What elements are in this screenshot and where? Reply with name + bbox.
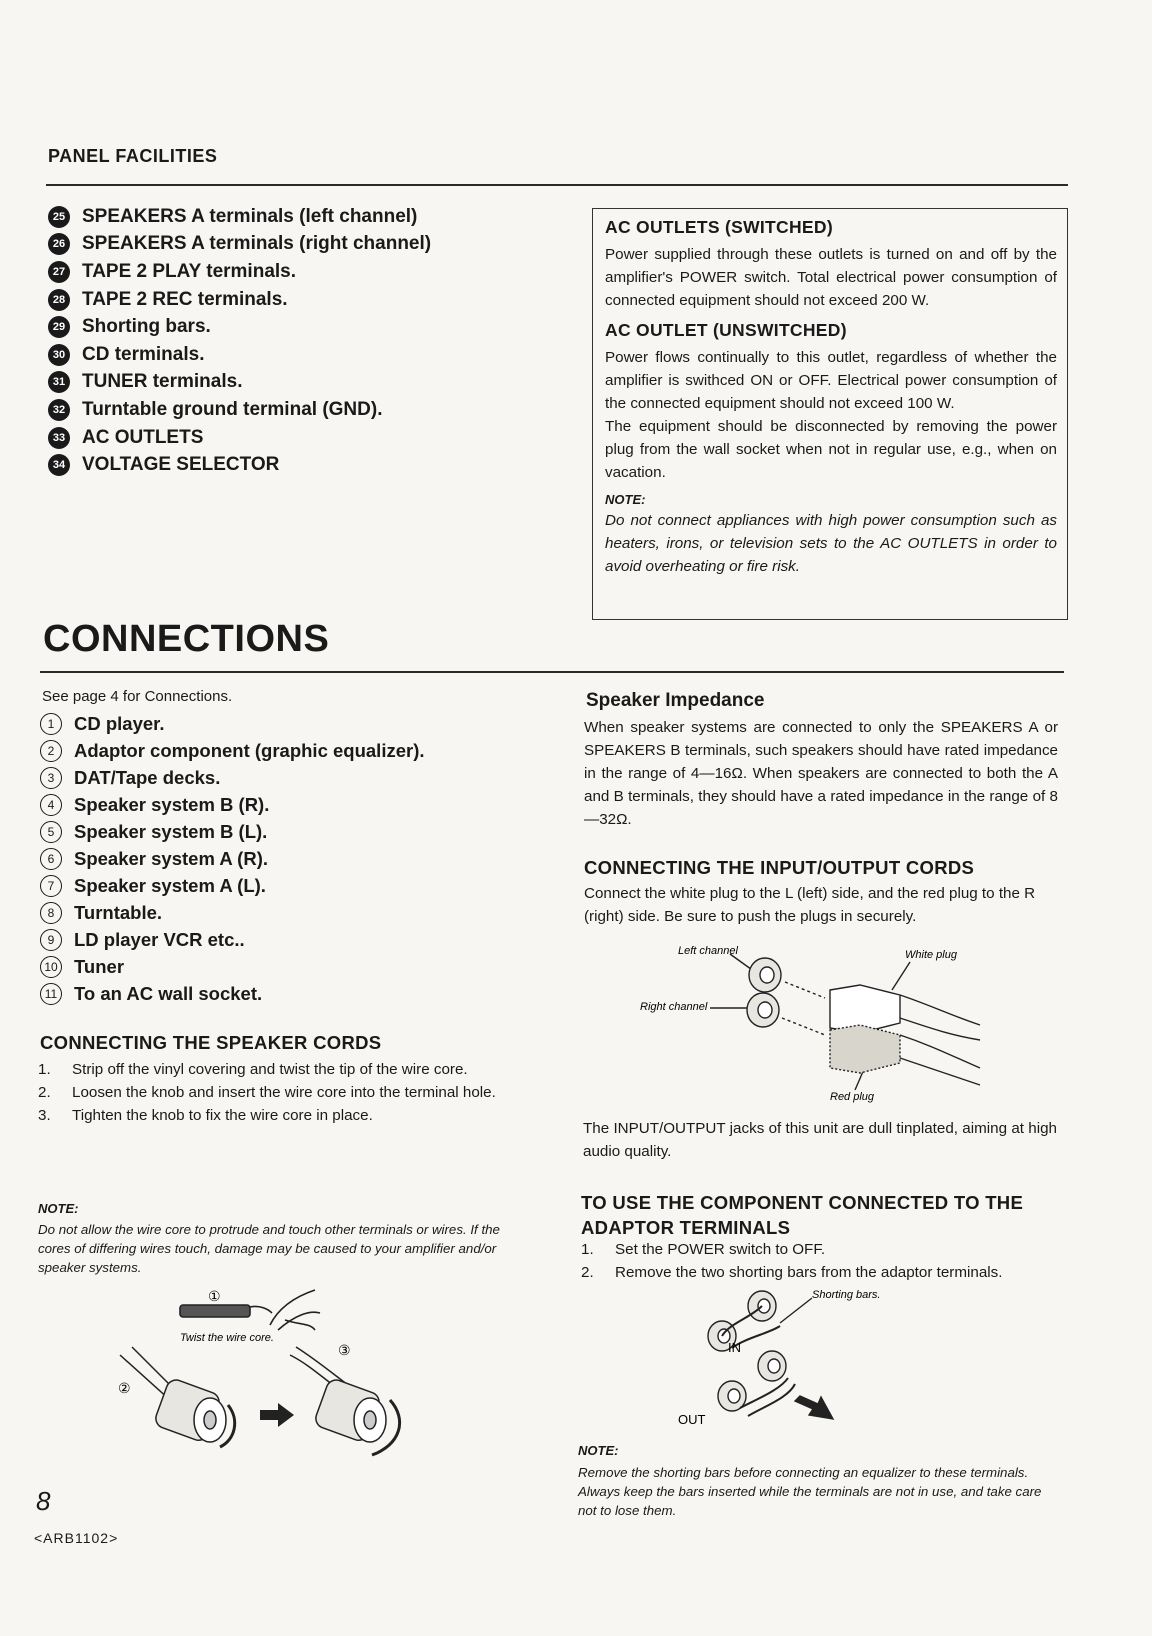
ac-unswitched-text: Power flows continually to this outlet, regardless of whether the amplifier is swithced ON or OFF. Electrical power consumption of the connected equipment should not exceed 100 W. (605, 349, 1057, 412)
item-label: Speaker system A (L). (74, 874, 266, 896)
ac-outlets-box (592, 208, 1068, 620)
arrow-right-icon (260, 1403, 294, 1427)
step-text: Strip off the vinyl covering and twist the tip of the wire core. (72, 1061, 468, 1078)
item-label: CD terminals. (82, 343, 205, 365)
item-number-badge: 33 (48, 427, 70, 449)
see-page-text: See page 4 for Connections. (42, 688, 233, 705)
note-text: Remove the shorting bars before connecting an equalizer to these terminals. Always keep the bars inserted while the terminals are not in use, and take care not to lose them. (578, 1465, 1042, 1518)
list-item (40, 872, 540, 899)
item-label: AC OUTLETS (82, 426, 204, 448)
leader-line (892, 962, 910, 990)
item-label: Speaker system B (R). (74, 793, 270, 815)
item-number-badge: 30 (48, 344, 70, 366)
step-item (581, 1261, 1055, 1284)
item-number-badge: 25 (48, 206, 70, 228)
item-label: LD player VCR etc.. (74, 928, 245, 950)
shorting-bars-label: Shorting bars. (812, 1289, 881, 1301)
impedance-heading: Speaker Impedance (586, 690, 765, 711)
red-cable (900, 1035, 980, 1085)
step-text: Remove the two shorting bars from the adaptor terminals. (615, 1264, 1003, 1281)
list-item (40, 818, 540, 845)
note-label: NOTE: (38, 1201, 79, 1216)
item-number: 6 (40, 848, 62, 870)
panel-facilities-list (48, 203, 568, 479)
item-label: VOLTAGE SELECTOR (82, 454, 280, 476)
speaker-cords-steps (38, 1058, 508, 1127)
step-text: Loosen the knob and insert the wire core into the terminal hole. (72, 1084, 496, 1101)
list-item (48, 231, 568, 259)
step-item (38, 1058, 508, 1081)
step-number: 2. (581, 1264, 594, 1281)
io-cords-heading: CONNECTING THE INPUT/OUTPUT CORDS (584, 857, 975, 878)
ac-disconnect-text: The equipment should be disconnected by removing the power plug from the wall socket when not in regular use, e.g., when on vacation. (605, 418, 1057, 481)
terminal-hole (204, 1411, 216, 1429)
item-number-badge: 27 (48, 261, 70, 283)
item-label: Adaptor component (graphic equalizer). (74, 739, 425, 761)
list-item (48, 286, 568, 314)
marker-3: ③ (338, 1342, 351, 1358)
list-item (48, 369, 568, 397)
item-label: Turntable. (74, 901, 163, 923)
item-label: Shorting bars. (82, 316, 211, 338)
item-label: To an AC wall socket. (74, 982, 263, 1004)
connections-list (40, 710, 540, 1007)
list-item (48, 424, 568, 452)
item-number: 3 (40, 767, 62, 789)
item-number: 4 (40, 794, 62, 816)
impedance-text: When speaker systems are connected to only the SPEAKERS A or SPEAKERS B terminals, such speakers should have rated impedance in the range of 4—16Ω. When speakers are connected to both the A and B terminals, they should have a rated impedance in the range of 8—32Ω. (584, 719, 1058, 828)
page-number: 8 (36, 1486, 51, 1516)
list-item (40, 899, 540, 926)
item-number-badge: 28 (48, 289, 70, 311)
step-number: 2. (38, 1084, 51, 1101)
note-text: Do not connect appliances with high power consumption such as heaters, irons, or television sets to the AC OUTLETS in order to avoid overheating or fire risk. (605, 512, 1057, 575)
speaker-cords-heading: CONNECTING THE SPEAKER CORDS (40, 1032, 382, 1053)
step-text: Tighten the knob to fix the wire core in place. (72, 1107, 373, 1124)
item-label: Speaker system B (L). (74, 820, 268, 842)
item-label: TUNER terminals. (82, 371, 243, 393)
note-text: Do not allow the wire core to protrude and touch other terminals or wires. If the cores of differing wires touch, damage may be caused to your amplifier and/or speaker systems. (38, 1222, 500, 1275)
divider (46, 184, 1068, 186)
insert-guide (782, 1018, 825, 1035)
left-channel-label: Left channel (678, 945, 738, 957)
step-text: Set the POWER switch to OFF. (615, 1241, 826, 1258)
list-item (40, 737, 540, 764)
wire-illustration (180, 1305, 250, 1317)
item-number: 5 (40, 821, 62, 843)
step-item (581, 1238, 1055, 1261)
leader-line (780, 1298, 812, 1323)
shorting-bars-illustration (678, 1288, 960, 1440)
terminal-left (120, 1347, 235, 1447)
adaptor-jack-hole (758, 1299, 770, 1313)
hand-outline (270, 1290, 320, 1330)
step-number: 1. (581, 1241, 594, 1258)
item-label: Turntable ground terminal (GND). (82, 398, 383, 420)
step-item (38, 1081, 508, 1104)
item-number-badge: 26 (48, 233, 70, 255)
item-number: 1 (40, 713, 62, 735)
ac-switched-text: Power supplied through these outlets is turned on and off by the amplifier's POWER switch. Total electrical power consumption of connected equipment should not exceed 200 W. (605, 246, 1057, 309)
marker-2: ② (118, 1380, 131, 1396)
red-plug (830, 1025, 900, 1073)
item-label: Speaker system A (R). (74, 847, 268, 869)
list-item (48, 396, 568, 424)
ac-unswitched-title: AC OUTLET (UNSWITCHED) (605, 320, 847, 340)
arrow-down-right-icon (795, 1396, 833, 1419)
item-number: 8 (40, 902, 62, 924)
item-label: SPEAKERS A terminals (right channel) (82, 233, 432, 255)
item-number: 9 (40, 929, 62, 951)
adaptor-steps (581, 1238, 1055, 1284)
white-plug-label: White plug (905, 949, 957, 961)
left-jack-hole (760, 967, 774, 983)
list-item (40, 845, 540, 872)
item-label: Tuner (74, 955, 125, 977)
list-item (48, 313, 568, 341)
item-label: DAT/Tape decks. (74, 766, 221, 788)
io-cords-text: Connect the white plug to the L (left) side, and the red plug to the R (right) side. Be sure to push the plugs in securely. (584, 885, 1036, 925)
terminal-hole (364, 1411, 376, 1429)
list-item (40, 926, 540, 953)
list-item (48, 341, 568, 369)
adaptor-jack-hole (728, 1389, 740, 1403)
white-plug (830, 985, 900, 1033)
list-item (48, 451, 568, 479)
figure-caption: Twist the wire core. (180, 1332, 274, 1344)
adaptor-heading: TO USE THE COMPONENT CONNECTED TO THE ADAPTOR TERMINALS (581, 1192, 1024, 1238)
list-item (40, 953, 540, 980)
list-item (40, 980, 540, 1007)
wire-tip (250, 1306, 272, 1313)
item-number: 7 (40, 875, 62, 897)
right-channel-label: Right channel (640, 1001, 708, 1013)
item-number-badge: 29 (48, 316, 70, 338)
divider (40, 671, 1064, 673)
white-cable (900, 995, 980, 1040)
item-label: TAPE 2 PLAY terminals. (82, 260, 297, 282)
step-item (38, 1104, 508, 1127)
item-number: 10 (40, 956, 62, 978)
list-item (48, 258, 568, 286)
jacks-text: The INPUT/OUTPUT jacks of this unit are dull tinplated, aiming at high audio quality. (583, 1120, 1057, 1160)
page-title: CONNECTIONS (43, 618, 330, 660)
item-label: CD player. (74, 712, 165, 734)
section-header: PANEL FACILITIES (48, 146, 218, 166)
list-item (40, 764, 540, 791)
shorting-bar (740, 1378, 795, 1416)
item-number-badge: 32 (48, 399, 70, 421)
step-number: 3. (38, 1107, 51, 1124)
note-label: NOTE: (578, 1443, 619, 1458)
list-item (48, 203, 568, 231)
adaptor-jack-hole (768, 1359, 780, 1373)
wire-twist-figure (180, 1290, 320, 1330)
note-label: NOTE: (605, 492, 646, 507)
red-plug-label: Red plug (830, 1091, 875, 1103)
item-number: 2 (40, 740, 62, 762)
item-number-badge: 34 (48, 454, 70, 476)
document-code: <ARB1102> (34, 1530, 119, 1546)
out-label: OUT (678, 1412, 706, 1427)
io-plug-illustration (630, 940, 1010, 1108)
speaker-wire-illustration (110, 1285, 450, 1495)
list-item (40, 710, 540, 737)
ac-switched-title: AC OUTLETS (SWITCHED) (605, 217, 833, 237)
marker-1: ① (208, 1288, 221, 1304)
right-jack-hole (758, 1002, 772, 1018)
item-number: 11 (40, 983, 62, 1005)
list-item (40, 791, 540, 818)
item-label: SPEAKERS A terminals (left channel) (82, 205, 418, 227)
insert-guide (785, 982, 825, 998)
in-label: IN (728, 1340, 741, 1355)
item-label: TAPE 2 REC terminals. (82, 288, 288, 310)
item-number-badge: 31 (48, 371, 70, 393)
terminal-right (290, 1347, 400, 1455)
step-number: 1. (38, 1061, 51, 1078)
